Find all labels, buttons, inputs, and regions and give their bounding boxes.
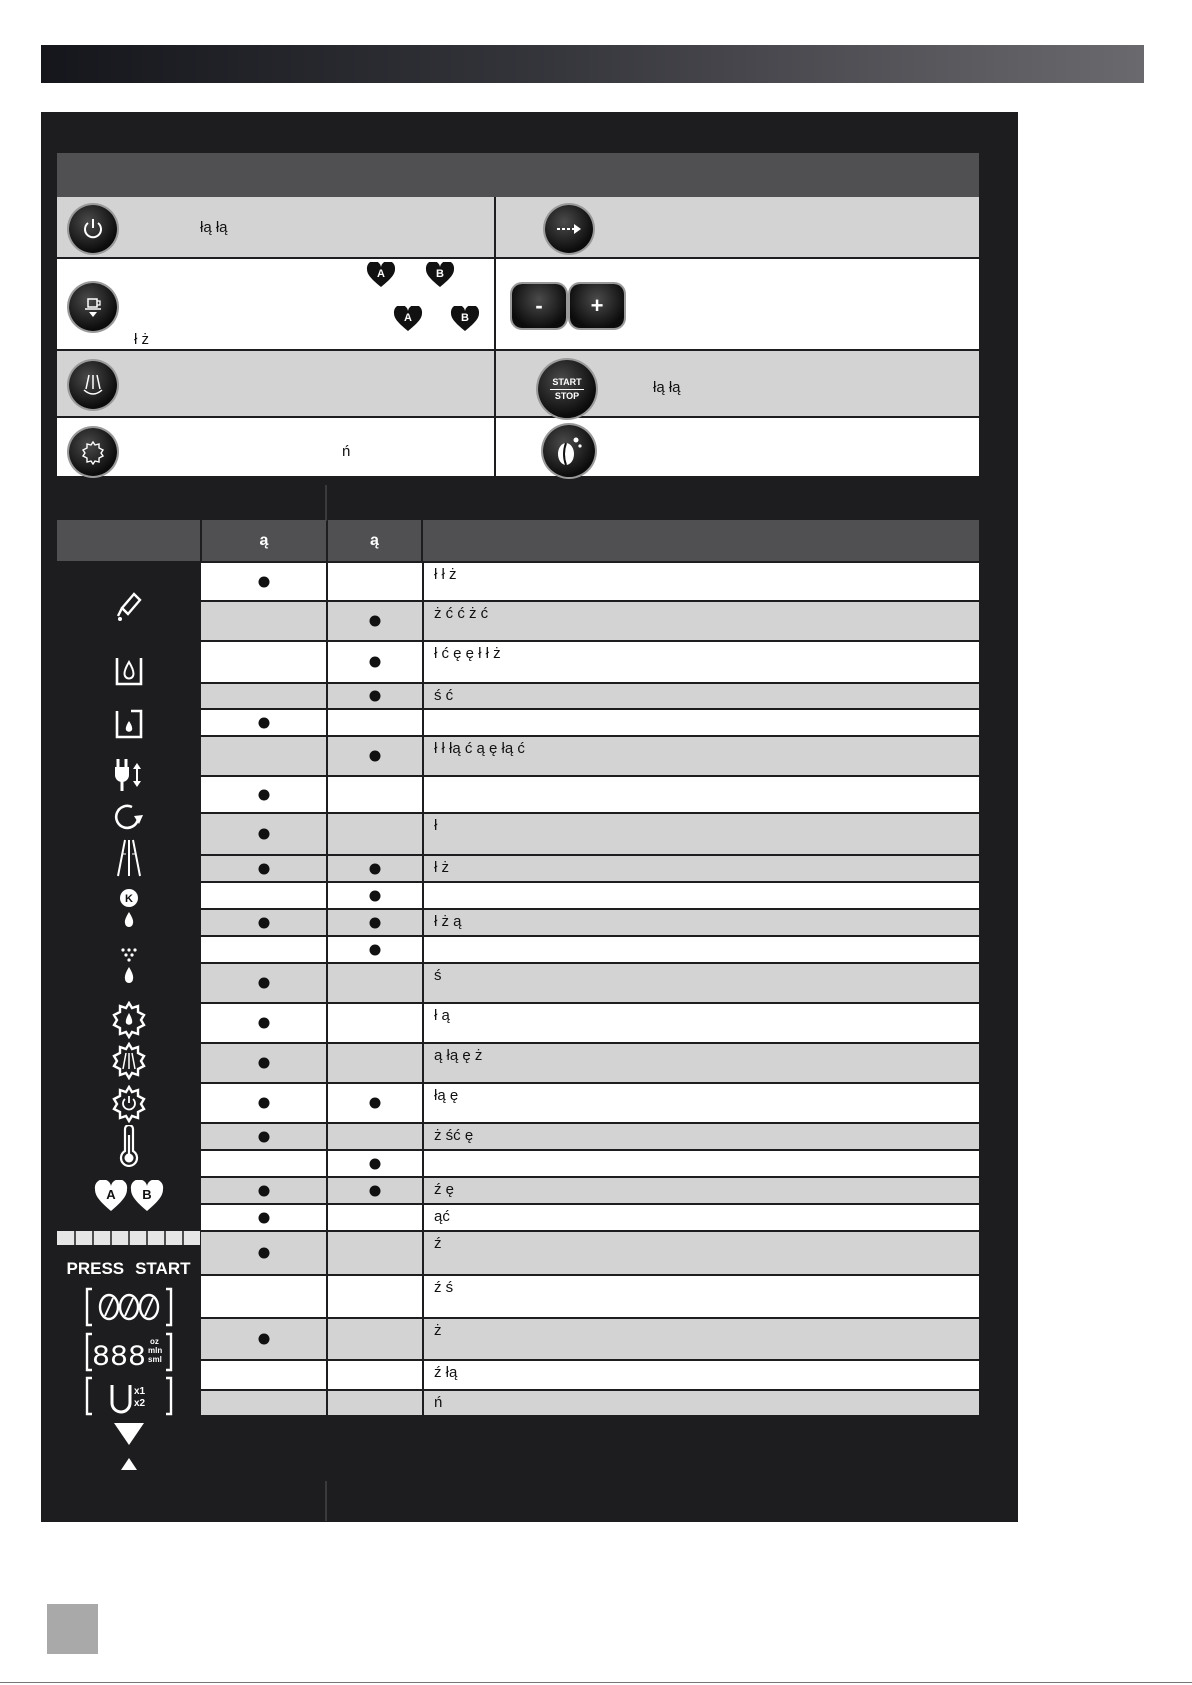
gear-drop-icon (57, 1000, 200, 1040)
start-symbol-label: START (135, 1259, 191, 1278)
plus-button[interactable]: + (570, 284, 624, 328)
table-row (201, 642, 979, 682)
steam-icon[interactable] (69, 361, 117, 409)
start-stop-label: łą łą (653, 379, 681, 396)
table-cell-col2 (328, 1319, 422, 1359)
table-cell-col1 (201, 1151, 326, 1176)
settings-label: ń (342, 443, 351, 460)
table-cell-col2 (328, 964, 422, 1002)
table-cell-description: ł ż ą (424, 910, 979, 935)
table-cell-col1 (201, 1004, 326, 1042)
table-cell-description: ż (424, 1319, 979, 1359)
indicator-dot (258, 576, 269, 587)
svg-text:oz: oz (149, 1337, 159, 1346)
indicator-dot (258, 1058, 269, 1069)
table-cell-description: ł ć ę ę ł ł ż (424, 642, 979, 682)
drip-tray-icon (57, 703, 200, 743)
table-row (201, 1084, 979, 1122)
controls-header (57, 153, 979, 197)
volume-display-icon (57, 1330, 200, 1374)
table-cell-col2 (328, 1044, 422, 1082)
table-row (201, 710, 979, 735)
table-cell-col2 (328, 1178, 422, 1203)
indicator-dot (370, 890, 381, 901)
table-cell-col2 (328, 1004, 422, 1042)
indicator-dot (370, 657, 381, 668)
table-row (201, 602, 979, 640)
table-cell-col1 (201, 1232, 326, 1274)
table-cell-description (424, 937, 979, 962)
table-row (201, 814, 979, 854)
table-row (201, 1361, 979, 1389)
triangle-down-icon (57, 1420, 200, 1448)
svg-text:A: A (404, 312, 412, 324)
table-cell-col2 (328, 602, 422, 640)
indicator-dot (370, 944, 381, 955)
cup-label: ł ż (134, 331, 149, 348)
table-row (201, 1391, 979, 1415)
svg-text:A: A (105, 1187, 116, 1202)
table-row (201, 856, 979, 881)
heart-a-icon (393, 306, 423, 332)
table-cell-col1 (201, 856, 326, 881)
table-cell-description: ń (424, 1391, 979, 1415)
indicator-dot (258, 1018, 269, 1029)
power-icon[interactable] (69, 205, 117, 253)
table-cell-description: ś ć (424, 684, 979, 708)
svg-text:x2: x2 (133, 1398, 145, 1409)
svg-text:B: B (461, 312, 469, 324)
triangle-up-icon (57, 1456, 200, 1472)
table-cell-col2 (328, 883, 422, 908)
indicator-dot (258, 1185, 269, 1196)
filter-drop-icon (57, 945, 200, 987)
table-cell-description: ż ść ę (424, 1124, 979, 1149)
table-cell-col2 (328, 684, 422, 708)
table-cell-col2 (328, 563, 422, 600)
table-row (201, 1124, 979, 1149)
indicator-dot (258, 1212, 269, 1223)
coffee-bean-icon[interactable] (543, 425, 595, 477)
table-row (201, 777, 979, 812)
indicator-dot (258, 789, 269, 800)
table-cell-description: ł ą (424, 1004, 979, 1042)
table-row (201, 737, 979, 775)
table-cell-col1 (201, 1178, 326, 1203)
table-row (201, 1205, 979, 1230)
table-cell-col1 (201, 1319, 326, 1359)
table-row (201, 1178, 979, 1203)
indicator-dot (370, 1158, 381, 1169)
footer-divider (325, 1481, 327, 1521)
table-cell-col2 (328, 1151, 422, 1176)
table-cell-col2 (328, 777, 422, 812)
heart-a-icon (366, 262, 396, 288)
indicator-dot (258, 917, 269, 928)
start-stop-icon[interactable] (538, 360, 596, 418)
minus-button[interactable]: - (512, 284, 566, 328)
table-cell-col1 (201, 563, 326, 600)
table-cell-col2 (328, 1084, 422, 1122)
indicator-dot (370, 616, 381, 627)
indicator-dot (258, 1248, 269, 1259)
steam-nozzle-icon (57, 836, 200, 880)
table-cell-col1 (201, 710, 326, 735)
svg-text:K: K (124, 893, 133, 905)
power-label: łą łą (200, 219, 228, 236)
table-cell-col1 (201, 642, 326, 682)
indicator-dot (370, 917, 381, 928)
table-cell-col1 (201, 937, 326, 962)
refresh-icon (57, 797, 200, 837)
table-cell-description (424, 777, 979, 812)
table-cell-col1 (201, 883, 326, 908)
gear-steam-icon (57, 1041, 200, 1081)
table-header-symbol (57, 520, 200, 561)
minus-plus-icon (512, 284, 624, 328)
table-cell-description: ź ś (424, 1276, 979, 1317)
table-cell-col1 (201, 964, 326, 1002)
control-cell-settings (57, 418, 494, 476)
heart-b-icon (425, 262, 455, 288)
indicator-dot (258, 829, 269, 840)
table-cell-col1 (201, 684, 326, 708)
control-cell-power (57, 197, 494, 257)
gear-icon[interactable] (69, 428, 117, 476)
indicator-dot (370, 1185, 381, 1196)
table-cell-description: ł ł ż (424, 563, 979, 600)
svg-text:B: B (141, 1187, 152, 1202)
table-cell-col2 (328, 1276, 422, 1317)
indicator-dot (370, 751, 381, 762)
table-cell-col1 (201, 1124, 326, 1149)
heart-b-icon (450, 306, 480, 332)
table-cell-col1 (201, 1391, 326, 1415)
indicator-dot (370, 691, 381, 702)
indicator-dot (258, 1334, 269, 1345)
table-cell-description: ż ć ć ż ć (424, 602, 979, 640)
indicator-dot (370, 863, 381, 874)
table-header-description (423, 520, 979, 561)
table-row (201, 937, 979, 962)
press-label: PRESS (66, 1259, 125, 1278)
table-cell-col2 (328, 1391, 422, 1415)
thermometer-icon (57, 1124, 200, 1168)
table-cell-description: ł ł łą ć ą ę łą ć (424, 737, 979, 775)
table-cell-description: ź łą (424, 1361, 979, 1389)
table-cell-description: ą łą ę ż (424, 1044, 979, 1082)
table-row (201, 563, 979, 600)
bottom-rule (0, 1682, 1192, 1683)
table-row (201, 1276, 979, 1317)
table-cell-description: ź (424, 1232, 979, 1274)
stop-label: STOP (554, 390, 580, 401)
table-cell-col2 (328, 910, 422, 935)
heart-ab-icon (57, 1178, 200, 1214)
table-row (201, 684, 979, 708)
table-cell-col1 (201, 1205, 326, 1230)
table-cell-description: ł (424, 814, 979, 854)
table-cell-col2 (328, 737, 422, 775)
table-cell-col2 (328, 1124, 422, 1149)
gear-power-icon (57, 1084, 200, 1124)
indicator-dot (258, 1131, 269, 1142)
table-cell-col1 (201, 910, 326, 935)
table-cell-col2 (328, 1232, 422, 1274)
start-label: START (552, 376, 582, 387)
table-cell-description (424, 883, 979, 908)
table-cell-description: ąć (424, 1205, 979, 1230)
indicator-dot (370, 1098, 381, 1109)
table-cell-col2 (328, 710, 422, 735)
press-start-text (57, 1256, 200, 1282)
descale-icon (57, 580, 200, 628)
table-cell-description (424, 1151, 979, 1176)
table-cell-description: ł ż (424, 856, 979, 881)
k-water-icon (57, 888, 200, 930)
table-header-col1: ą (202, 520, 326, 561)
arrow-right-icon[interactable] (545, 205, 593, 253)
bean-strength-icon (57, 1285, 200, 1329)
table-cell-description: ź ę (424, 1178, 979, 1203)
svg-text:888: 888 (91, 1341, 146, 1373)
table-cell-description (424, 710, 979, 735)
plug-icon (57, 752, 200, 796)
svg-text:sml: sml (147, 1355, 162, 1364)
table-row (201, 1232, 979, 1274)
table-cell-description: ś (424, 964, 979, 1002)
table-row (201, 1319, 979, 1359)
water-tank-icon (57, 648, 200, 692)
table-cell-col2 (328, 642, 422, 682)
svg-text:A: A (377, 268, 385, 280)
control-cell-steam (57, 351, 494, 416)
table-cell-col2 (328, 937, 422, 962)
indicator-dot (258, 863, 269, 874)
table-row (201, 1004, 979, 1042)
table-cell-col1 (201, 814, 326, 854)
table-cell-col2 (328, 1361, 422, 1389)
table-cell-col2 (328, 1205, 422, 1230)
page-number-box (47, 1604, 98, 1654)
progress-bar-icon (57, 1230, 200, 1246)
svg-text:x1: x1 (133, 1386, 145, 1397)
cup-count-icon (57, 1374, 200, 1418)
start-stop-divider (550, 389, 584, 390)
cup-icon[interactable] (69, 283, 117, 331)
table-cell-col2 (328, 814, 422, 854)
table-row (201, 910, 979, 935)
table-cell-col1 (201, 777, 326, 812)
table-cell-col1 (201, 1044, 326, 1082)
indicator-dot (258, 717, 269, 728)
table-cell-col2 (328, 856, 422, 881)
table-cell-description: łą ę (424, 1084, 979, 1122)
table-row (201, 1044, 979, 1082)
indicator-dot (258, 1098, 269, 1109)
svg-text:mln: mln (147, 1346, 162, 1355)
table-cell-col1 (201, 737, 326, 775)
table-row (201, 1151, 979, 1176)
top-banner (41, 45, 1144, 83)
indicator-dot (258, 978, 269, 989)
table-header-col2: ą (328, 520, 421, 561)
table-header-left (57, 485, 325, 518)
table-cell-col1 (201, 602, 326, 640)
table-row (201, 883, 979, 908)
table-cell-col1 (201, 1361, 326, 1389)
svg-text:B: B (436, 268, 444, 280)
table-cell-col1 (201, 1084, 326, 1122)
controls-grid (57, 197, 979, 480)
table-cell-col1 (201, 1276, 326, 1317)
table-row (201, 964, 979, 1002)
header-divider (325, 485, 327, 521)
